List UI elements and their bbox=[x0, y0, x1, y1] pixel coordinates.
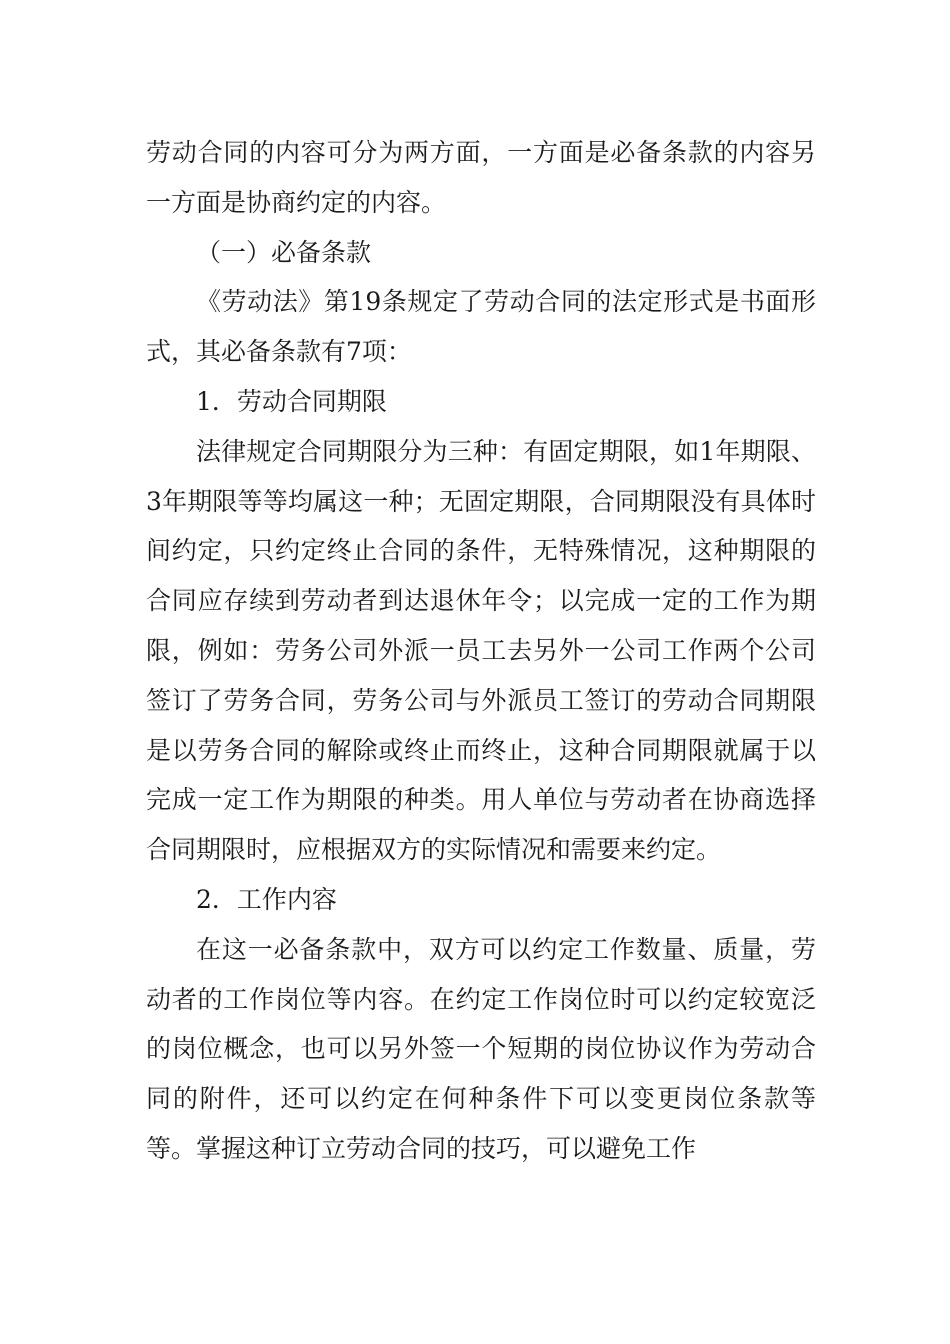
paragraph-contract-term-types: 法律规定合同期限分为三种：有固定期限，如1年期限、3年期限等等均属这一种；无固定期限，合同期限没有具体时间约定，只约定终止合同的条件，无特殊情况，这种期限的合同应存续到劳动者到达退休年令；以完成一定的工作为期限，例如：劳务公司外派一员工去另外一公司工作两个公司签订了劳务合同，劳务公司与外派员工签订的劳动合同期限是以劳务合同的解除或终止而终止，这种合同期限就属于以完成一定工作为期限的种类。用人单位与劳动者在协商选择合同期限时，应根据双方的实际情况和需要来约定。 bbox=[146, 436, 816, 865]
heading-contract-term: 1．劳动合同期限 bbox=[196, 386, 387, 416]
heading-work-content: 2．工作内容 bbox=[196, 884, 337, 914]
paragraph-labor-law-article-19: 《劳动法》第19条规定了劳动合同的法定形式是书面形式，其必备条款有7项： bbox=[146, 287, 816, 367]
document-body bbox=[146, 128, 816, 1174]
heading-mandatory-clauses: （一）必备条款 bbox=[196, 237, 372, 267]
paragraph-contract-content-intro: 劳动合同的内容可分为两方面，一方面是必备条款的内容另一方面是协商约定的内容。 bbox=[146, 138, 816, 217]
paragraph-work-content-details: 在这一必备条款中，双方可以约定工作数量、质量，劳动者的工作岗位等内容。在约定工作岗位时可以约定较宽泛的岗位概念，也可以另外签一个短期的岗位协议作为劳动合同的附件，还可以约定在何种条件下可以变更岗位条款等等。掌握这种订立劳动合同的技巧，可以避免工作 bbox=[146, 934, 816, 1163]
